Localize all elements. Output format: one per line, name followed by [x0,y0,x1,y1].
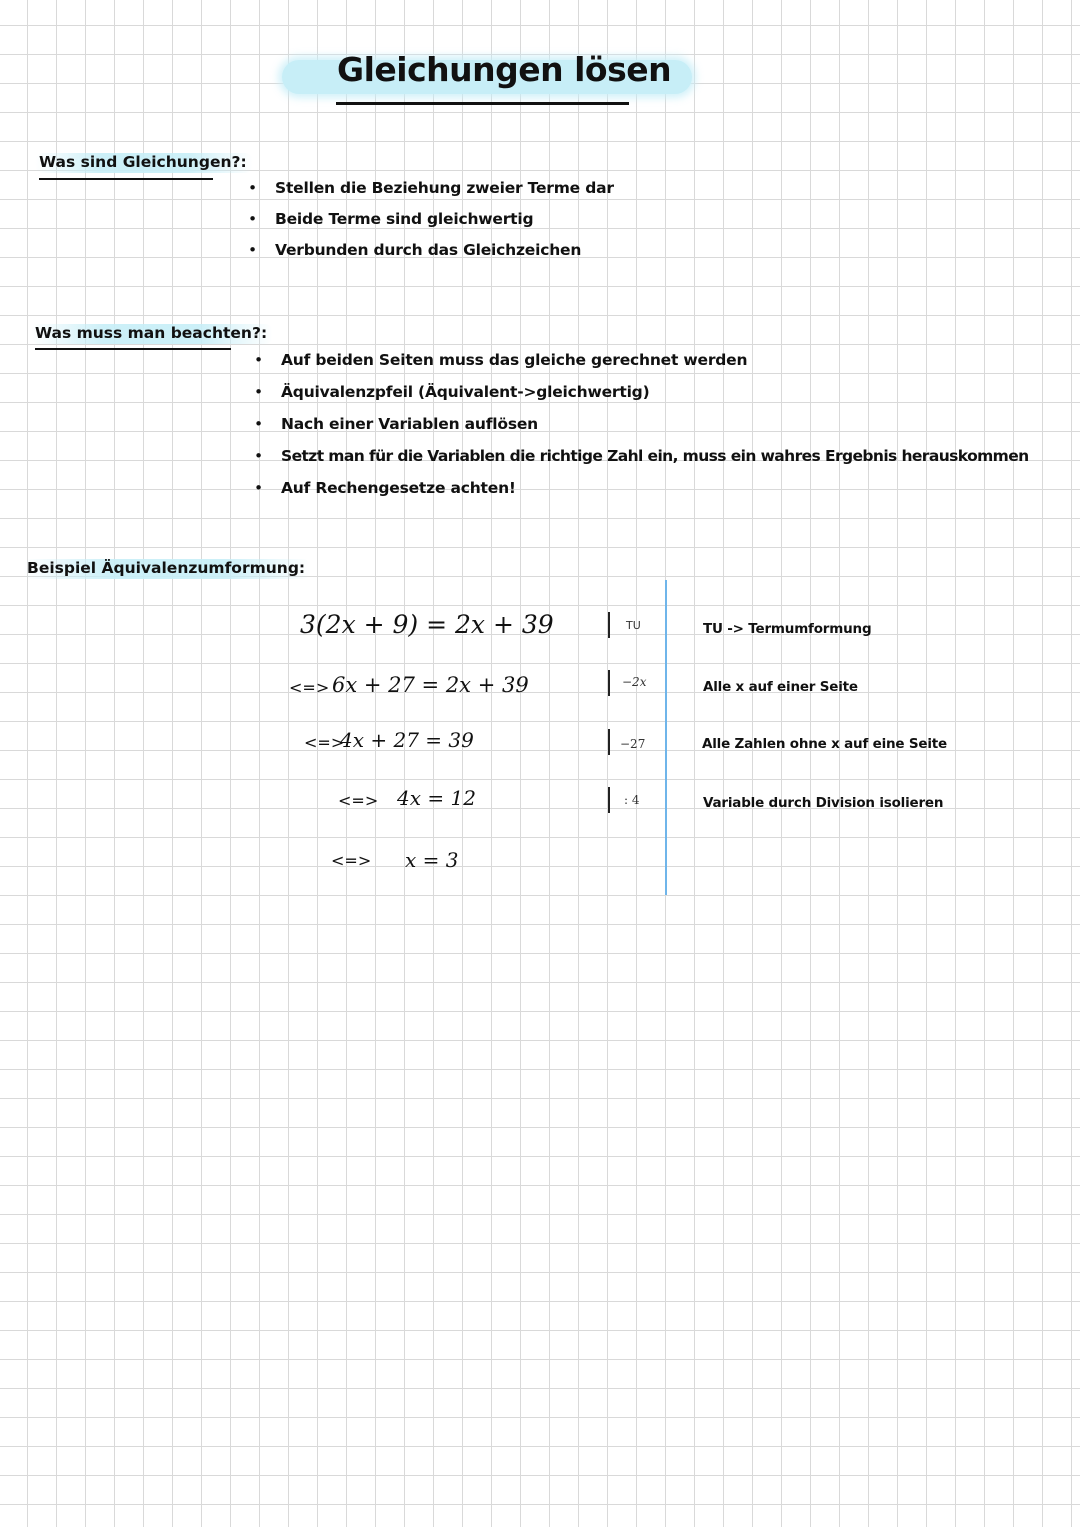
equation-row-2: 6x + 27 = 2x + 39 [332,673,529,697]
list-item: • Äquivalenzpfeil (Äquivalent->gleichwertig) [281,383,1029,415]
section-heading-underline [39,178,213,180]
operation-separator [608,787,610,813]
list-item: • Auf Rechengesetze achten! [281,479,1029,511]
step-note: Alle x auf einer Seite [703,679,858,695]
step-note: Variable durch Division isolieren [703,795,944,811]
equivalence-arrow: <=> [289,678,330,697]
operation-label: −27 [620,737,646,751]
list-item: • Beide Terme sind gleichwertig [275,210,614,241]
notes-bullet-list [281,351,1029,511]
equivalence-arrow: <=> [304,733,345,752]
section-heading-example: Beispiel Äquivalenzumformung: [23,559,311,579]
equivalence-arrow: <=> [338,791,379,810]
equation-row-5: x = 3 [405,848,459,872]
equation-row-3: 4x + 27 = 39 [340,728,474,752]
operation-label: TU [626,619,641,632]
section-heading-notes: Was muss man beachten?: [31,324,273,344]
what-bullet-list [275,179,614,272]
column-divider [665,580,667,895]
section-heading-what: Was sind Gleichungen?: [35,153,253,173]
list-item: • Stellen die Beziehung zweier Terme dar [275,179,614,210]
step-note: Alle Zahlen ohne x auf eine Seite [702,736,947,752]
page-title: Gleichungen lösen [337,50,672,89]
list-item: • Auf beiden Seiten muss das gleiche gerechnet werden [281,351,1029,383]
list-item: • Verbunden durch das Gleichzeichen [275,241,614,272]
operation-separator [608,729,610,755]
operation-label: −2x [622,675,647,689]
operation-separator [608,670,610,696]
equation-row-1: 3(2x + 9) = 2x + 39 [300,610,554,639]
equation-row-4: 4x = 12 [397,786,476,810]
list-item: • Setzt man für die Variablen die richtige Zahl ein, muss ein wahres Ergebnis herauskommen [281,447,1029,479]
step-note: TU -> Termumformung [703,621,872,637]
equivalence-arrow: <=> [331,851,372,870]
list-item: • Nach einer Variablen auflösen [281,415,1029,447]
title-highlight [282,50,692,98]
section-heading-underline [35,348,231,350]
title-underline [336,102,629,105]
operation-separator [608,612,610,638]
operation-label: : 4 [624,793,640,807]
